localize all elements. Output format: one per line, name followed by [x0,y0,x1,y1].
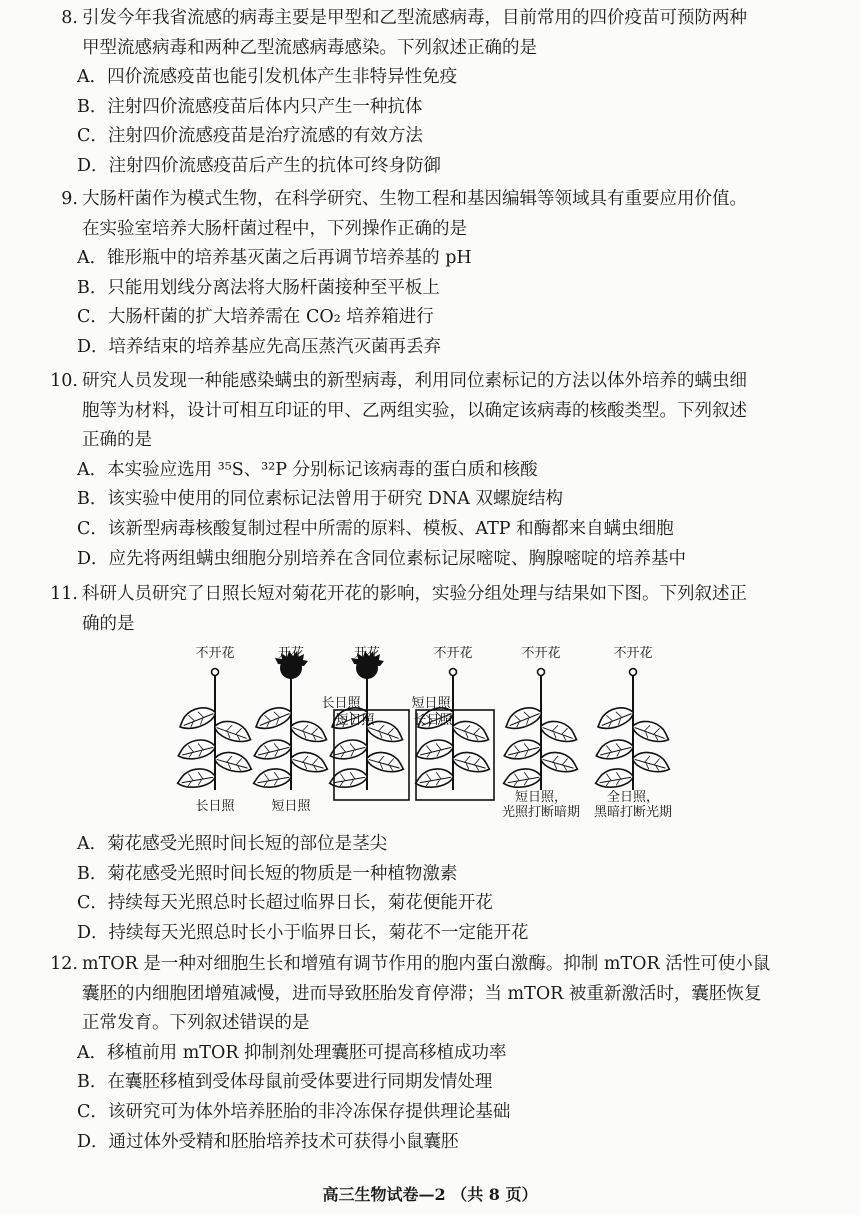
question-8 [40,4,830,182]
question-stem-line: 甲型流感病毒和两种乙型流感病毒感染。下列叙述正确的是 [82,37,537,58]
question-11 [40,580,830,639]
top-label: 不开花 [195,646,235,661]
option-c[interactable]: C．大肠杆菌的扩大培养需在 CO₂ 培养箱进行 [77,307,434,328]
chrysanthemum-figure [175,640,685,825]
plant-5-short-day-night-break [502,669,580,791]
plant-2-short-day [252,651,330,790]
page-footer: 高三生物试卷—2 （共 8 页） [322,1185,538,1204]
top-label: 不开花 [521,646,561,661]
top-label: 开花 [353,646,381,661]
bottom-label: 黑暗打断光期 [593,805,673,820]
top-label: 不开花 [613,646,653,661]
question-stem-line: 研究人员发现一种能感染螨虫的新型病毒，利用同位素标记的方法以体外培养的螨虫细 [82,371,747,391]
question-number: 8. [61,8,78,28]
option-d[interactable]: D．应先将两组螨虫细胞分别培养在含同位素标记尿嘧啶、胸腺嘧啶的培养基中 [77,548,687,569]
option-a[interactable]: A．锥形瓶中的培养基灭菌之后再调节培养基的 pH [77,248,472,269]
question-number: 11. [50,584,78,604]
bottom-label: 全日照， [606,790,660,805]
top-label: 开花 [277,646,305,661]
question-number: 9. [61,189,78,209]
option-a[interactable]: A．本实验应选用 ³⁵S、³²P 分别标记该病毒的蛋白质和核酸 [77,459,538,480]
box-outer-label: 长日照 [321,696,361,711]
question-stem-line: 科研人员研究了日照长短对菊花开花的影响，实验分组处理与结果如下图。下列叙述正 [82,584,747,604]
box-inner-label: 长日照 [413,713,453,728]
option-c[interactable]: C．持续每天光照总时长超过临界日长，菊花便能开花 [77,893,493,914]
option-b[interactable]: B．只能用划线分离法将大肠杆菌接种至平板上 [77,277,440,298]
option-a[interactable]: A．菊花感受光照时间长短的部位是茎尖 [77,834,388,854]
option-b[interactable]: B．该实验中使用的同位素标记法曾用于研究 DNA 双螺旋结构 [77,489,563,510]
option-b[interactable]: B．在囊胚移植到受体母鼠前受体要进行同期发情处理 [77,1072,493,1093]
option-d[interactable]: D．通过体外受精和胚胎培养技术可获得小鼠囊胚 [77,1131,459,1152]
plant-6-full-day-dark-break [594,669,672,791]
question-stem-line: 大肠杆菌作为模式生物，在科学研究、生物工程和基因编辑等领域具有重要应用价值。 [82,189,747,209]
question-12 [40,950,830,1157]
bottom-label: 短日照， [514,790,568,805]
box-outer-label: 短日照 [411,696,451,711]
question-stem-line: 确的是 [82,613,135,634]
question-stem-line: 正常发育。下列叙述错误的是 [82,1013,310,1034]
question-stem-line: mTOR 是一种对细胞生长和增殖有调节作用的胞内蛋白激酶。抑制 mTOR 活性可使小鼠 [82,954,771,974]
question-9 [40,185,830,363]
plant-1-long-day [176,669,254,791]
option-b[interactable]: B．注射四价流感疫苗后体内只产生一种抗体 [77,96,423,117]
option-d[interactable]: D．持续每天光照总时长小于临界日长，菊花不一定能开花 [77,922,529,943]
option-b[interactable]: B．菊花感受光照时间长短的物质是一种植物激素 [77,863,458,884]
option-d[interactable]: D．注射四价流感疫苗后产生的抗体可终身防御 [77,155,442,176]
question-10 [40,367,830,574]
question-11-options [40,830,830,948]
bottom-label: 短日照 [271,799,311,814]
bottom-label: 长日照 [195,799,235,814]
option-a[interactable]: A．移植前用 mTOR 抑制剂处理囊胚可提高移植成功率 [77,1042,507,1063]
question-stem-line: 囊胚的内细胞团增殖减慢，进而导致胚胎发育停滞；当 mTOR 被重新激活时，囊胚恢复 [82,983,762,1004]
top-label: 不开花 [433,646,473,661]
option-c[interactable]: C．该新型病毒核酸复制过程中所需的原料、模板、ATP 和酶都来自螨虫细胞 [77,518,674,539]
option-a[interactable]: A．四价流感疫苗也能引发机体产生非特异性免疫 [77,67,458,88]
question-stem-line: 正确的是 [82,430,152,451]
question-stem-line: 在实验室培养大肠杆菌过程中，下列操作正确的是 [82,218,467,239]
box-inner-label: 短日照 [335,713,375,728]
question-stem-line: 引发今年我省流感的病毒主要是甲型和乙型流感病毒，目前常用的四价疫苗可预防两种 [82,8,747,28]
question-stem-line: 胞等为材料，设计可相互印证的甲、乙两组实验，以确定该病毒的核酸类型。下列叙述 [82,400,747,421]
question-number: 12. [50,954,78,974]
option-d[interactable]: D．培养结束的培养基应先高压蒸汽灭菌再丢弃 [77,336,442,357]
bottom-label: 光照打断暗期 [501,805,581,820]
option-c[interactable]: C．注射四价流感疫苗是治疗流感的有效方法 [77,126,423,147]
option-c[interactable]: C．该研究可为体外培养胚胎的非冷冻保存提供理论基础 [77,1101,511,1122]
question-number: 10. [50,371,78,391]
plant-4-short-top-long-leaves [414,669,492,791]
